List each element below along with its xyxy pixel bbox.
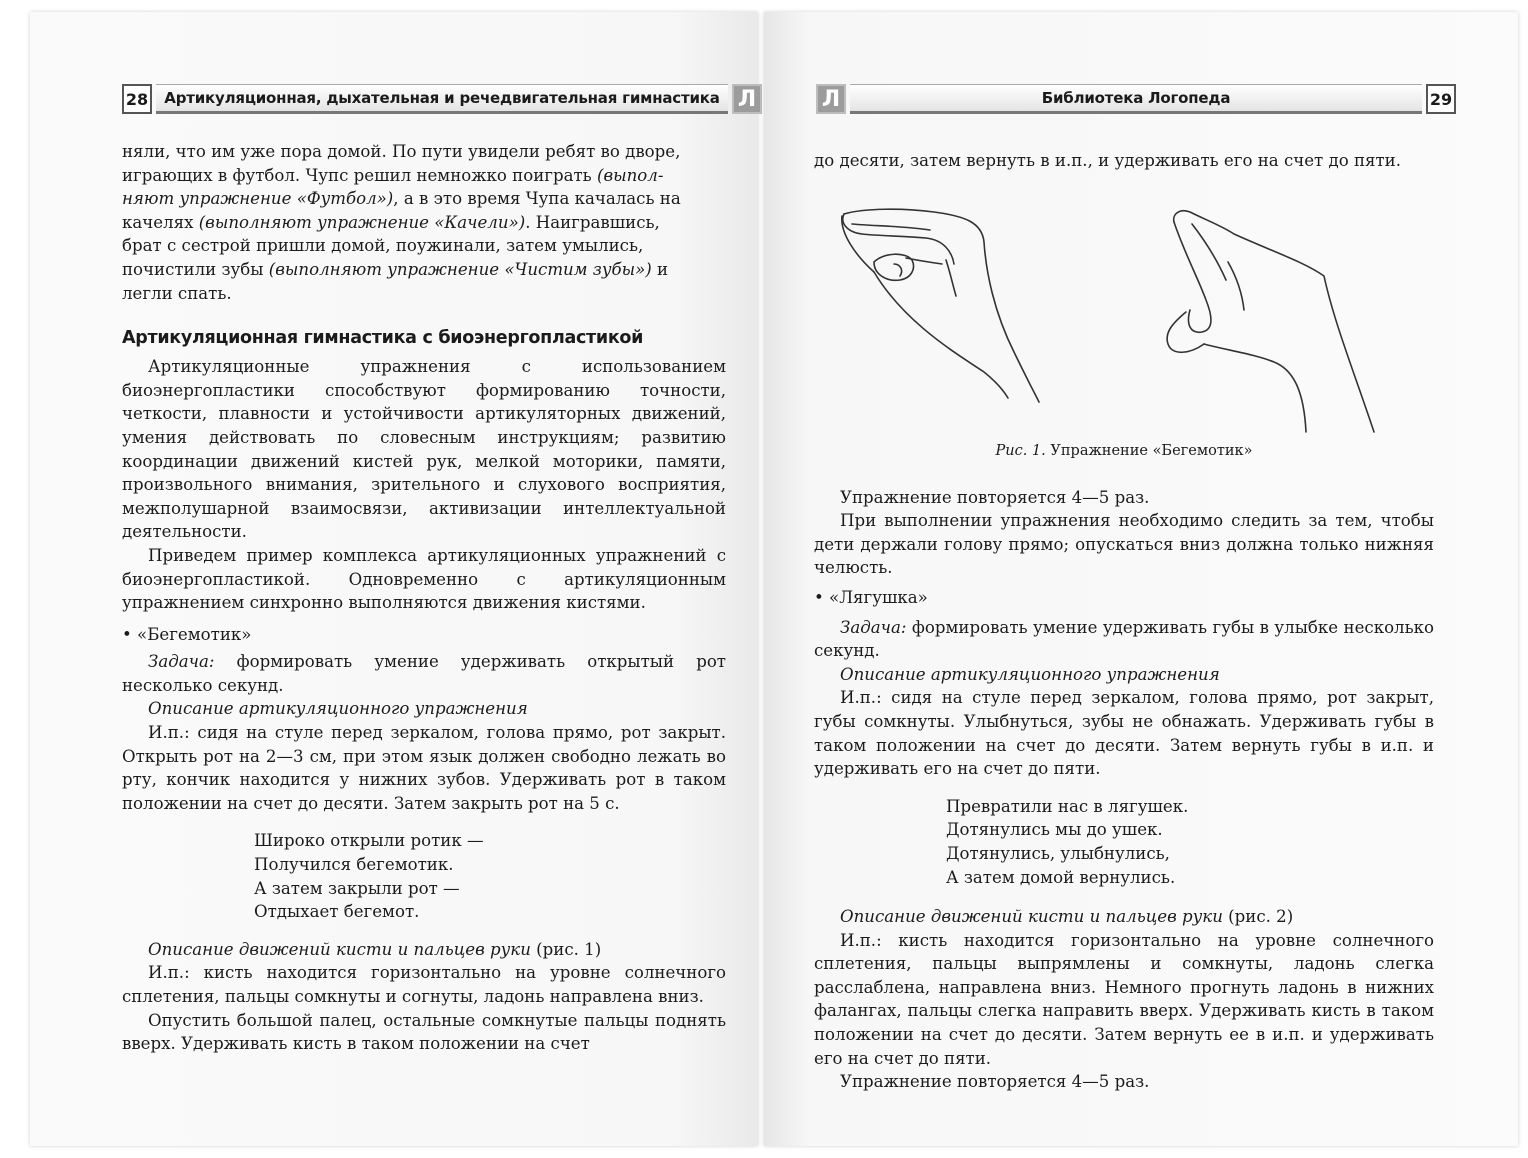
left-page bbox=[30, 12, 758, 1146]
hand-left-icon bbox=[844, 209, 1039, 402]
right-page bbox=[764, 12, 1518, 1146]
section-title: Артикуляционная гимнастика с биоэнергопластикой bbox=[122, 328, 644, 349]
poem-line: А затем домой вернулись. bbox=[946, 867, 1176, 887]
text-line: няли, что им уже пора домой. По пути увидели ребят во дворе, bbox=[122, 142, 681, 161]
hand-figure bbox=[834, 202, 1434, 442]
running-title: Артикуляционная, дыхательная и речедвигательная гимнастика bbox=[156, 84, 728, 114]
text-line: легли спать. bbox=[122, 283, 232, 303]
right-text-top bbox=[814, 149, 1434, 173]
poem-line: Дотянулись, улыбнулись, bbox=[946, 843, 1170, 863]
poem-line: Широко открыли ротик — bbox=[254, 831, 484, 851]
text-line: почистили зубы (выполняют упражнение «Чистим зубы») и bbox=[122, 259, 669, 279]
right-header bbox=[816, 82, 1456, 116]
poem-line: Превратили нас в лягушек. bbox=[946, 796, 1189, 816]
left-header bbox=[122, 82, 762, 116]
poem-line: А затем закрыли рот — bbox=[254, 878, 460, 898]
logo-icon: Л bbox=[816, 84, 846, 114]
running-title: Библиотека Логопеда bbox=[850, 84, 1422, 114]
paragraph: И.п.: кисть находится горизонтально на уровне солнечного сплетения, пальцы сомкнуты и согнуты, ладонь направлена вниз. bbox=[122, 963, 726, 1006]
paragraph: Упражнение повторяется 4—5 раз. bbox=[840, 487, 1150, 507]
right-text-column bbox=[814, 440, 1434, 1094]
poem bbox=[946, 795, 1434, 889]
poem-line: Отдыхает бегемот. bbox=[254, 902, 420, 922]
exercise-title: • «Бегемотик» bbox=[122, 624, 252, 644]
paragraph: до десяти, затем вернуть в и.п., и удерживать его на счет до пяти. bbox=[814, 151, 1402, 170]
subheading: Описание артикуляционного упражнения bbox=[148, 699, 528, 719]
page-number: 29 bbox=[1426, 84, 1456, 114]
poem-line: Дотянулись мы до ушек. bbox=[946, 820, 1163, 840]
page-number: 28 bbox=[122, 84, 152, 114]
paragraph: При выполнении упражнения необходимо следить за тем, чтобы дети держали голову прямо; опускаться вниз должна только нижняя челюсть. bbox=[814, 511, 1434, 578]
paragraph: И.п.: сидя на стуле перед зеркалом, голова прямо, рот закрыт. Открыть рот на 2—3 см, при этом язык должен свободно лежать во рту, кончик находится у нижних зубов. Удерживать рот в таком положении на счет до десяти. Затем закрыть рот на 5 с. bbox=[122, 723, 726, 813]
task-paragraph: Задача: формировать умение удерживать открытый рот несколько секунд. bbox=[122, 652, 726, 695]
left-text-column bbox=[122, 140, 726, 1056]
text-line: брат с сестрой пришли домой, поужинали, затем умылись, bbox=[122, 236, 644, 256]
exercise-title: • «Лягушка» bbox=[814, 587, 928, 607]
paragraph: И.п.: сидя на стуле перед зеркалом, голова прямо, рот закрыт, губы сомкнуты. Улыбнуться, зубы не обнажать. Удерживать губы в таком положении на счет до десяти. Затем вернуть губы в и.п. и удерживать его на счет до пяти. bbox=[814, 688, 1434, 779]
paragraph: Артикуляционные упражнения с использованием биоэнергопластики способствуют формированию точности, четкости, плавности и устойчивости артикуляторных движений, умения действовать по словесным инструкциям; развитию координации движений кистей рук, мелкой моторики, памяти, произвольного внимания, зрительного и слухового восприятия, межполушарной взаимосвязи, активизации интеллектуальной деятельности. bbox=[122, 357, 726, 542]
text-line: качелях (выполняют упражнение «Качели»). Наигравшись, bbox=[122, 212, 660, 232]
logo-icon: Л bbox=[732, 84, 762, 114]
subheading: Описание движений кисти и пальцев руки (рис. 2) bbox=[840, 907, 1294, 927]
hand-right-icon bbox=[1174, 211, 1374, 432]
task-paragraph: Задача: формировать умение удерживать губы в улыбке несколько секунд. bbox=[814, 617, 1434, 661]
text-line: играющих в футбол. Чупс решил немножко поиграть (выпол- bbox=[122, 165, 664, 185]
poem bbox=[254, 829, 726, 923]
poem-line: Получился бегемотик. bbox=[254, 855, 454, 875]
paragraph: Приведем пример комплекса артикуляционных упражнений с биоэнергопластикой. Одновременно с артикуляционным упражнением синхронно выполняются движения кистями. bbox=[122, 545, 726, 613]
paragraph: И.п.: кисть находится горизонтально на уровне солнечного сплетения, пальцы выпрямлены и сомкнуты, ладонь слегка расслаблена, направлена вниз. Немного прогнуть ладонь в нижних фалангах, пальцы слегка направить вверх. Удерживать кисть в таком положении на счет до десяти. Затем вернуть ее в и.п. и удерживать его на счет до пяти. bbox=[814, 930, 1434, 1068]
subheading: Описание движений кисти и пальцев руки (рис. 1) bbox=[148, 939, 602, 959]
paragraph: Упражнение повторяется 4—5 раз. bbox=[840, 1072, 1150, 1092]
text-line: няют упражнение «Футбол»), а в это время Чупа качалась на bbox=[122, 189, 681, 209]
subheading: Описание артикуляционного упражнения bbox=[840, 664, 1220, 684]
paragraph: Опустить большой палец, остальные сомкнутые пальцы поднять вверх. Удерживать кисть в таком положении на счет bbox=[122, 1010, 726, 1054]
figure-caption: Рис. 1. Упражнение «Бегемотик» bbox=[995, 443, 1253, 459]
